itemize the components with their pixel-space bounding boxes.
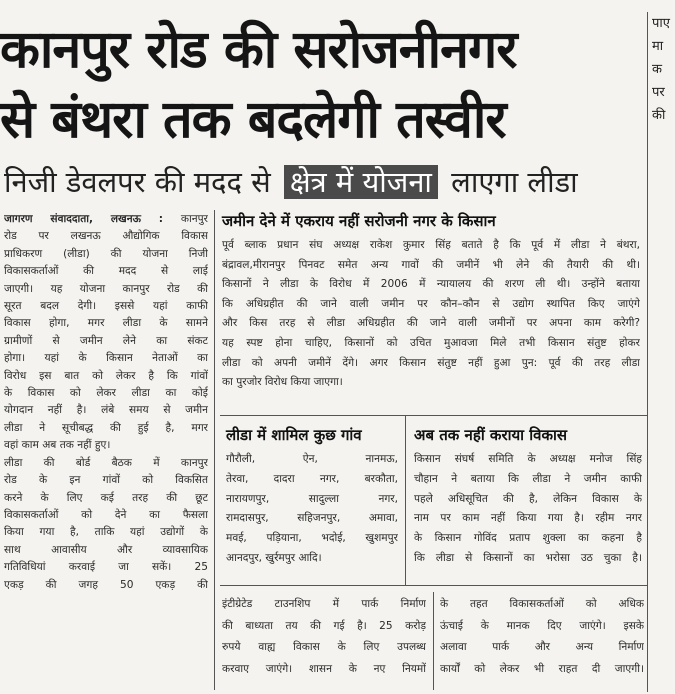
text-line: गौरौली, ऐन, नानमऊ, xyxy=(226,453,398,465)
text-line: योगदान नहीं है। लंबे समय से जमीन xyxy=(4,404,208,417)
text-line: जाएगी। यह योजना कानपुर रोड की xyxy=(4,282,208,295)
text-line: लीडा को अपनी जमीनें देंगे। अगर किसान संतुष्ट नहीं हुआ पुन: पूर्व की तरह लीडा xyxy=(222,356,640,369)
text-line: पहले अधिसूचित की है, लेकिन विकास के xyxy=(414,492,642,505)
text-line: सूरत बदल देगी। इससे यहां काफी xyxy=(4,300,208,313)
subheadline xyxy=(4,160,644,204)
text-line: आनदपुर, खुर्रमपुर आदि। xyxy=(226,551,322,564)
subheadline-before: निजी डेवलपर की मदद से xyxy=(4,165,271,199)
text-line: इंटीग्रेटेड टाउनशिप में पार्क निर्माण xyxy=(222,598,426,610)
text-line: करने के लिए कई तरह की छूट xyxy=(4,491,208,504)
text-line: ऊंचाई के मानक दिए जाएंगे। इसके xyxy=(440,619,644,632)
text-line: लीडा ने सूचीबद्ध की हुई है, मगर xyxy=(4,421,208,434)
no-development-body xyxy=(414,450,642,569)
text-line: किसानों ने लीडा के विरोध में 2006 में न्यायालय की शरण ली थी। उन्होंने बताया xyxy=(222,278,640,291)
text-line: के तहत विकासकर्ताओं को अधिक xyxy=(440,598,644,610)
subheadline-highlight: क्षेत्र में योजना xyxy=(284,165,438,199)
text-line: लीडा की बोर्ड बैठक में कानपुर xyxy=(4,456,208,469)
villages-heading: लीडा में शामिल कुछ गांव xyxy=(226,426,362,444)
bottom-divider xyxy=(433,592,434,690)
left-column-article xyxy=(4,211,208,594)
headline-line-1: कानपुर रोड की सरोजनीनगर xyxy=(0,20,517,80)
text-line: रोड के इन गांवों को विकसित xyxy=(4,474,208,487)
text-line: मवई, पड़ियाना, भदोई, खुशमपुर xyxy=(226,532,398,545)
side-fragment: पाए xyxy=(652,16,670,31)
byline-line xyxy=(4,211,208,228)
side-fragment: मा xyxy=(652,39,664,54)
byline: जागरण संवाददाता, लखनऊ : xyxy=(4,213,181,225)
side-fragment: क xyxy=(652,62,662,77)
top-story-heading: जमीन देने में एकराय नहीं सरोजनी नगर के किसान xyxy=(222,212,496,230)
text-line: ग्रामीणों से जमीन लेने का संकट xyxy=(4,334,208,347)
text-line: किसान संघर्ष समिति के अध्यक्ष मनोज सिंह xyxy=(414,453,642,465)
text-line: तेरवा, दादरा नगर, बरकौता, xyxy=(226,472,398,485)
text-line: विकास होगा, मगर लीडा के सामने xyxy=(4,317,208,330)
text-line: की बाध्यता तय की गई है। 25 करोड़ xyxy=(222,619,426,632)
text-line: प्राधिकरण (लीडा) की योजना निजी xyxy=(4,247,208,260)
text-line: यह स्पष्ट होना चाहिए, किसानों को उचित मुआवजा मिले तभी किसान संतुष्ट होकर xyxy=(222,336,640,349)
text-line: किया गया है, ताकि यहां उद्योगों के xyxy=(4,526,208,539)
text-line: होगा। यहां के किसान नेताओं का xyxy=(4,352,208,365)
text-line: गतिविधियां करवाई जा सकें। 25 xyxy=(4,561,208,574)
text-line: अलावा पार्क और अन्य निर्माण xyxy=(440,641,644,653)
text-line: बंद्रावल,मीरानपुर पिनवट समेत अन्य गावों की जमीनें भी लेने की तैयारी की थी। xyxy=(222,258,640,271)
headline-line-2: से बंथरा तक बदलेगी तस्वीर xyxy=(0,90,506,150)
text-line: वहां काम अब तक नहीं हुए। xyxy=(4,439,111,452)
side-fragment: की xyxy=(652,108,666,123)
side-divider xyxy=(647,12,648,692)
side-clipped-column xyxy=(652,12,670,127)
text-line: विरोध इस बात को लेकर है कि गांवों xyxy=(4,369,208,382)
no-development-heading: अब तक नहीं कराया विकास xyxy=(414,426,568,444)
text-line: का पुरजोर विरोध किया जाएगा। xyxy=(222,376,343,389)
text-line: पूर्व ब्लाक प्रधान संघ अध्यक्ष राकेश कुमार सिंह बताते है कि पूर्व में लीडा ने बंथरा, xyxy=(222,239,640,251)
subheadline-after: लाएगा लीडा xyxy=(451,165,578,199)
text-line: के किसान गोविंद प्रताप शुक्ला का कहना है xyxy=(414,532,642,545)
text-line: कि अधिग्रहीत की जाने वाली जमीन पर कौन–कौन से उद्योग स्थापित किए जाएंगे xyxy=(222,297,640,310)
text-line: कार्यों को लेकर भी राहत दी जाएगी। xyxy=(440,662,644,675)
text-line: एकड़ की जगह 50 एकड़ की xyxy=(4,578,208,591)
villages-list xyxy=(226,450,398,569)
text-line: कि लीडा से किसानों का भरोसा उठ चुका है। xyxy=(414,551,642,564)
boxes-bottom-rule xyxy=(220,585,648,586)
text-line: चौहान ने बताया कि लीडा ने जमीन काफी xyxy=(414,472,642,485)
text-line: साथ आवासीय और व्यावसायिक xyxy=(4,543,208,556)
top-story-body xyxy=(222,236,640,393)
text-line: कानपुर xyxy=(180,213,208,225)
bottom-right-column xyxy=(440,594,644,680)
text-line: विकासकर्ताओं की मदद से लाई xyxy=(4,265,208,278)
side-fragment: पर xyxy=(652,85,665,100)
text-line: रोड पर लखनऊ औद्योगिक विकास xyxy=(4,230,208,243)
bottom-middle-column xyxy=(222,594,426,680)
text-line: रामदासपुर, सहिजनपुर, अमावा, xyxy=(226,512,398,525)
column-divider xyxy=(214,210,215,690)
text-line: और किस तरह से लीडा अधिग्रहीत की जाने वाली जमीनों पर अपना काम करेगी? xyxy=(222,317,640,330)
text-line: रुपये वाह्य विकास के लिए उपलब्ध xyxy=(222,641,426,653)
text-line: के विकास को लेकर लीडा का कोई xyxy=(4,387,208,400)
text-line: विकासकर्ताओं को देने का फैसला xyxy=(4,508,208,521)
boxes-top-rule xyxy=(220,415,648,416)
text-line: नाम पर काम नहीं किया गया है। रहीम नगर xyxy=(414,512,642,525)
text-line: नारायणपुर, सादुल्ला नगर, xyxy=(226,492,398,505)
boxes-middle-divider xyxy=(405,415,406,585)
text-line: करवाए जाएंगे। शासन के नए नियमों xyxy=(222,662,426,675)
